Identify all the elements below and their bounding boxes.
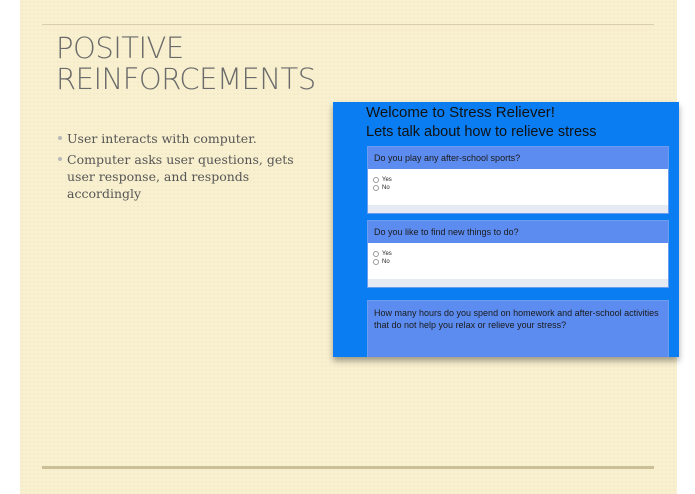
question-text: Do you like to find new things to do?	[368, 221, 668, 243]
option-label: No	[382, 259, 390, 265]
radio-button[interactable]	[373, 251, 379, 257]
bullet-item	[58, 151, 318, 202]
radio-button[interactable]	[373, 185, 379, 191]
title-line: REINFORCEMENTS	[56, 62, 316, 96]
bullet-dot-icon	[58, 157, 62, 161]
question-text: How many hours do you spend on homework and after-school activities that do not help you relax or relieve your stress?	[368, 301, 668, 357]
question-options	[368, 243, 668, 279]
bullet-list	[58, 130, 318, 206]
radio-button[interactable]	[373, 177, 379, 183]
bottom-divider	[42, 466, 654, 469]
question-card	[367, 220, 669, 288]
slide-title	[56, 33, 356, 95]
app-heading: Welcome to Stress Reliever!	[366, 104, 555, 121]
slide	[20, 0, 677, 494]
app-screenshot	[333, 102, 679, 357]
card-footer	[368, 279, 668, 287]
card-footer	[368, 205, 668, 213]
question-text: Do you play any after-school sports?	[368, 147, 668, 169]
app-subheading: Lets talk about how to relieve stress	[366, 124, 597, 140]
question-card	[367, 300, 669, 357]
title-line: POSITIVE	[56, 31, 184, 65]
bullet-text: Computer asks user questions, gets user response, and responds accordingly	[67, 152, 294, 201]
question-card	[367, 146, 669, 214]
bullet-text: User interacts with computer.	[67, 131, 257, 146]
bullet-item	[58, 130, 318, 147]
answer-option-yes[interactable]	[373, 250, 663, 258]
question-options	[368, 169, 668, 205]
answer-option-no[interactable]	[373, 258, 663, 266]
answer-option-yes[interactable]	[373, 176, 663, 184]
option-label: Yes	[382, 251, 392, 257]
top-divider	[42, 24, 654, 25]
radio-button[interactable]	[373, 259, 379, 265]
bullet-dot-icon	[58, 136, 62, 140]
option-label: Yes	[382, 177, 392, 183]
answer-option-no[interactable]	[373, 184, 663, 192]
option-label: No	[382, 185, 390, 191]
